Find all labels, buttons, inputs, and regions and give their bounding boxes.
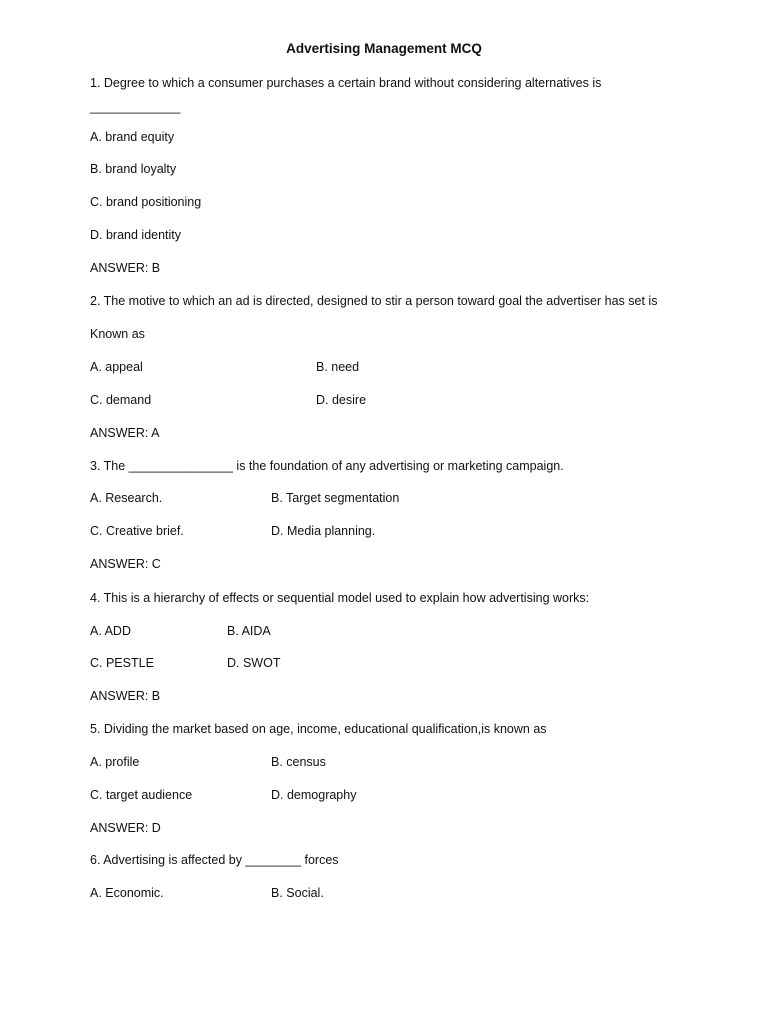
question-text-continued: Known as — [90, 327, 145, 341]
answer: ANSWER: A — [90, 426, 160, 440]
question-text: 1. Degree to which a consumer purchases a certain brand without considering alternatives is — [90, 76, 602, 90]
option-b: B. census — [271, 755, 326, 769]
option-d: D. SWOT — [227, 656, 281, 670]
option-c: C. Creative brief. — [90, 524, 184, 538]
option-c: C. brand positioning — [90, 195, 202, 209]
answer: ANSWER: D — [90, 821, 161, 835]
option-b: B. need — [316, 360, 360, 374]
question-text: 2. The motive to which an ad is directed, designed to stir a person toward goal the advertiser has set is — [90, 294, 658, 308]
answer: ANSWER: B — [90, 689, 161, 703]
question-blank: _____________ — [90, 100, 181, 114]
answer: ANSWER: C — [90, 557, 161, 571]
option-a: A. brand equity — [90, 130, 175, 144]
option-d: D. Media planning. — [271, 524, 376, 538]
option-c: C. PESTLE — [90, 656, 154, 670]
option-a: A. Economic. — [90, 886, 164, 900]
option-c: C. demand — [90, 393, 152, 407]
option-b: B. Target segmentation — [271, 491, 400, 505]
option-a: A. ADD — [90, 624, 131, 638]
option-d: D. brand identity — [90, 228, 182, 242]
question-text: 5. Dividing the market based on age, income, educational qualification,is known as — [90, 722, 547, 736]
option-b: B. brand loyalty — [90, 162, 177, 176]
question-text: 3. The _______________ is the foundation of any advertising or marketing campaign. — [90, 459, 564, 473]
option-b: B. Social. — [271, 886, 324, 900]
option-b: B. AIDA — [227, 624, 271, 638]
option-d: D. desire — [316, 393, 367, 407]
option-a: A. profile — [90, 755, 140, 769]
option-a: A. appeal — [90, 360, 143, 374]
page-title: Advertising Management MCQ — [286, 41, 482, 56]
question-text: 6. Advertising is affected by ________ forces — [90, 853, 339, 867]
option-d: D. demography — [271, 788, 357, 802]
option-a: A. Research. — [90, 491, 163, 505]
answer: ANSWER: B — [90, 261, 161, 275]
question-text: 4. This is a hierarchy of effects or sequential model used to explain how advertising works: — [90, 591, 590, 605]
option-c: C. target audience — [90, 788, 193, 802]
